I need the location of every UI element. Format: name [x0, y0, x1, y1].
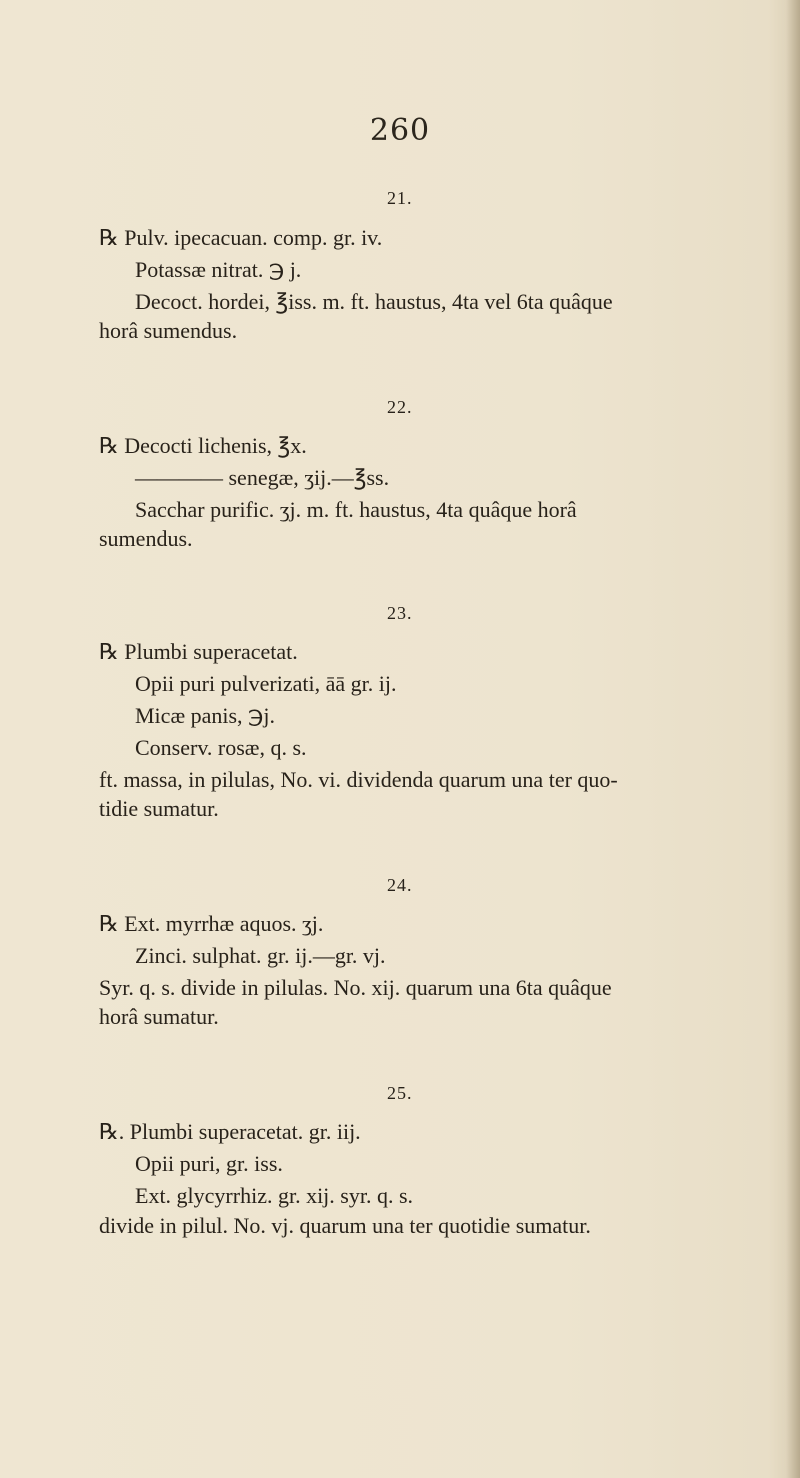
recipe-line: Micæ panis, ℈j. — [135, 703, 276, 728]
recipe-line: Syr. q. s. divide in pilulas. No. xij. quarum una 6ta quâque — [99, 975, 612, 1000]
recipe-line: Sacchar purific. ʒj. m. ft. haustus, 4ta quâque horâ — [135, 497, 577, 522]
recipe-number: 22. — [387, 397, 413, 417]
recipe-line: ℞ Decocti lichenis, ℥x. — [99, 433, 307, 458]
recipe-number: 24. — [387, 875, 413, 895]
recipe-line: ℞ Plumbi superacetat. — [99, 639, 298, 664]
recipe-line: Conserv. rosæ, q. s. — [135, 735, 307, 760]
recipe-line: Opii puri pulverizati, āā gr. ij. — [135, 671, 397, 696]
recipe-line: horâ sumatur. — [99, 1004, 219, 1029]
page-edge-shadow — [786, 0, 800, 1478]
recipe-line: ℞ Ext. myrrhæ aquos. ʒj. — [99, 911, 324, 936]
recipe-line: divide in pilul. No. vj. quarum una ter quotidie sumatur. — [99, 1213, 591, 1238]
recipe-line: Zinci. sulphat. gr. ij.—gr. vj. — [135, 943, 386, 968]
page-number: 260 — [369, 113, 431, 148]
recipe-line: Potassæ nitrat. ℈ j. — [135, 257, 302, 282]
recipe-line: Decoct. hordei, ℥iss. m. ft. haustus, 4ta vel 6ta quâque — [135, 289, 613, 314]
recipe-line: ℞. Plumbi superacetat. gr. iij. — [99, 1119, 361, 1144]
recipe-number: 25. — [387, 1083, 413, 1103]
recipe-line: sumendus. — [99, 526, 193, 551]
recipe-line: tidie sumatur. — [99, 796, 219, 821]
recipe-line: Ext. glycyrrhiz. gr. xij. syr. q. s. — [135, 1183, 414, 1208]
recipe-number: 21. — [387, 188, 413, 208]
recipe-line: Opii puri, gr. iss. — [135, 1151, 283, 1176]
recipe-number: 23. — [387, 603, 413, 623]
recipe-line: ———— senegæ, ʒij.—℥ss. — [135, 465, 390, 490]
recipe-line: ft. massa, in pilulas, No. vi. dividenda quarum una ter quo- — [99, 767, 618, 792]
recipe-line: ℞ Pulv. ipecacuan. comp. gr. iv. — [99, 225, 383, 250]
recipe-line: horâ sumendus. — [99, 318, 238, 343]
